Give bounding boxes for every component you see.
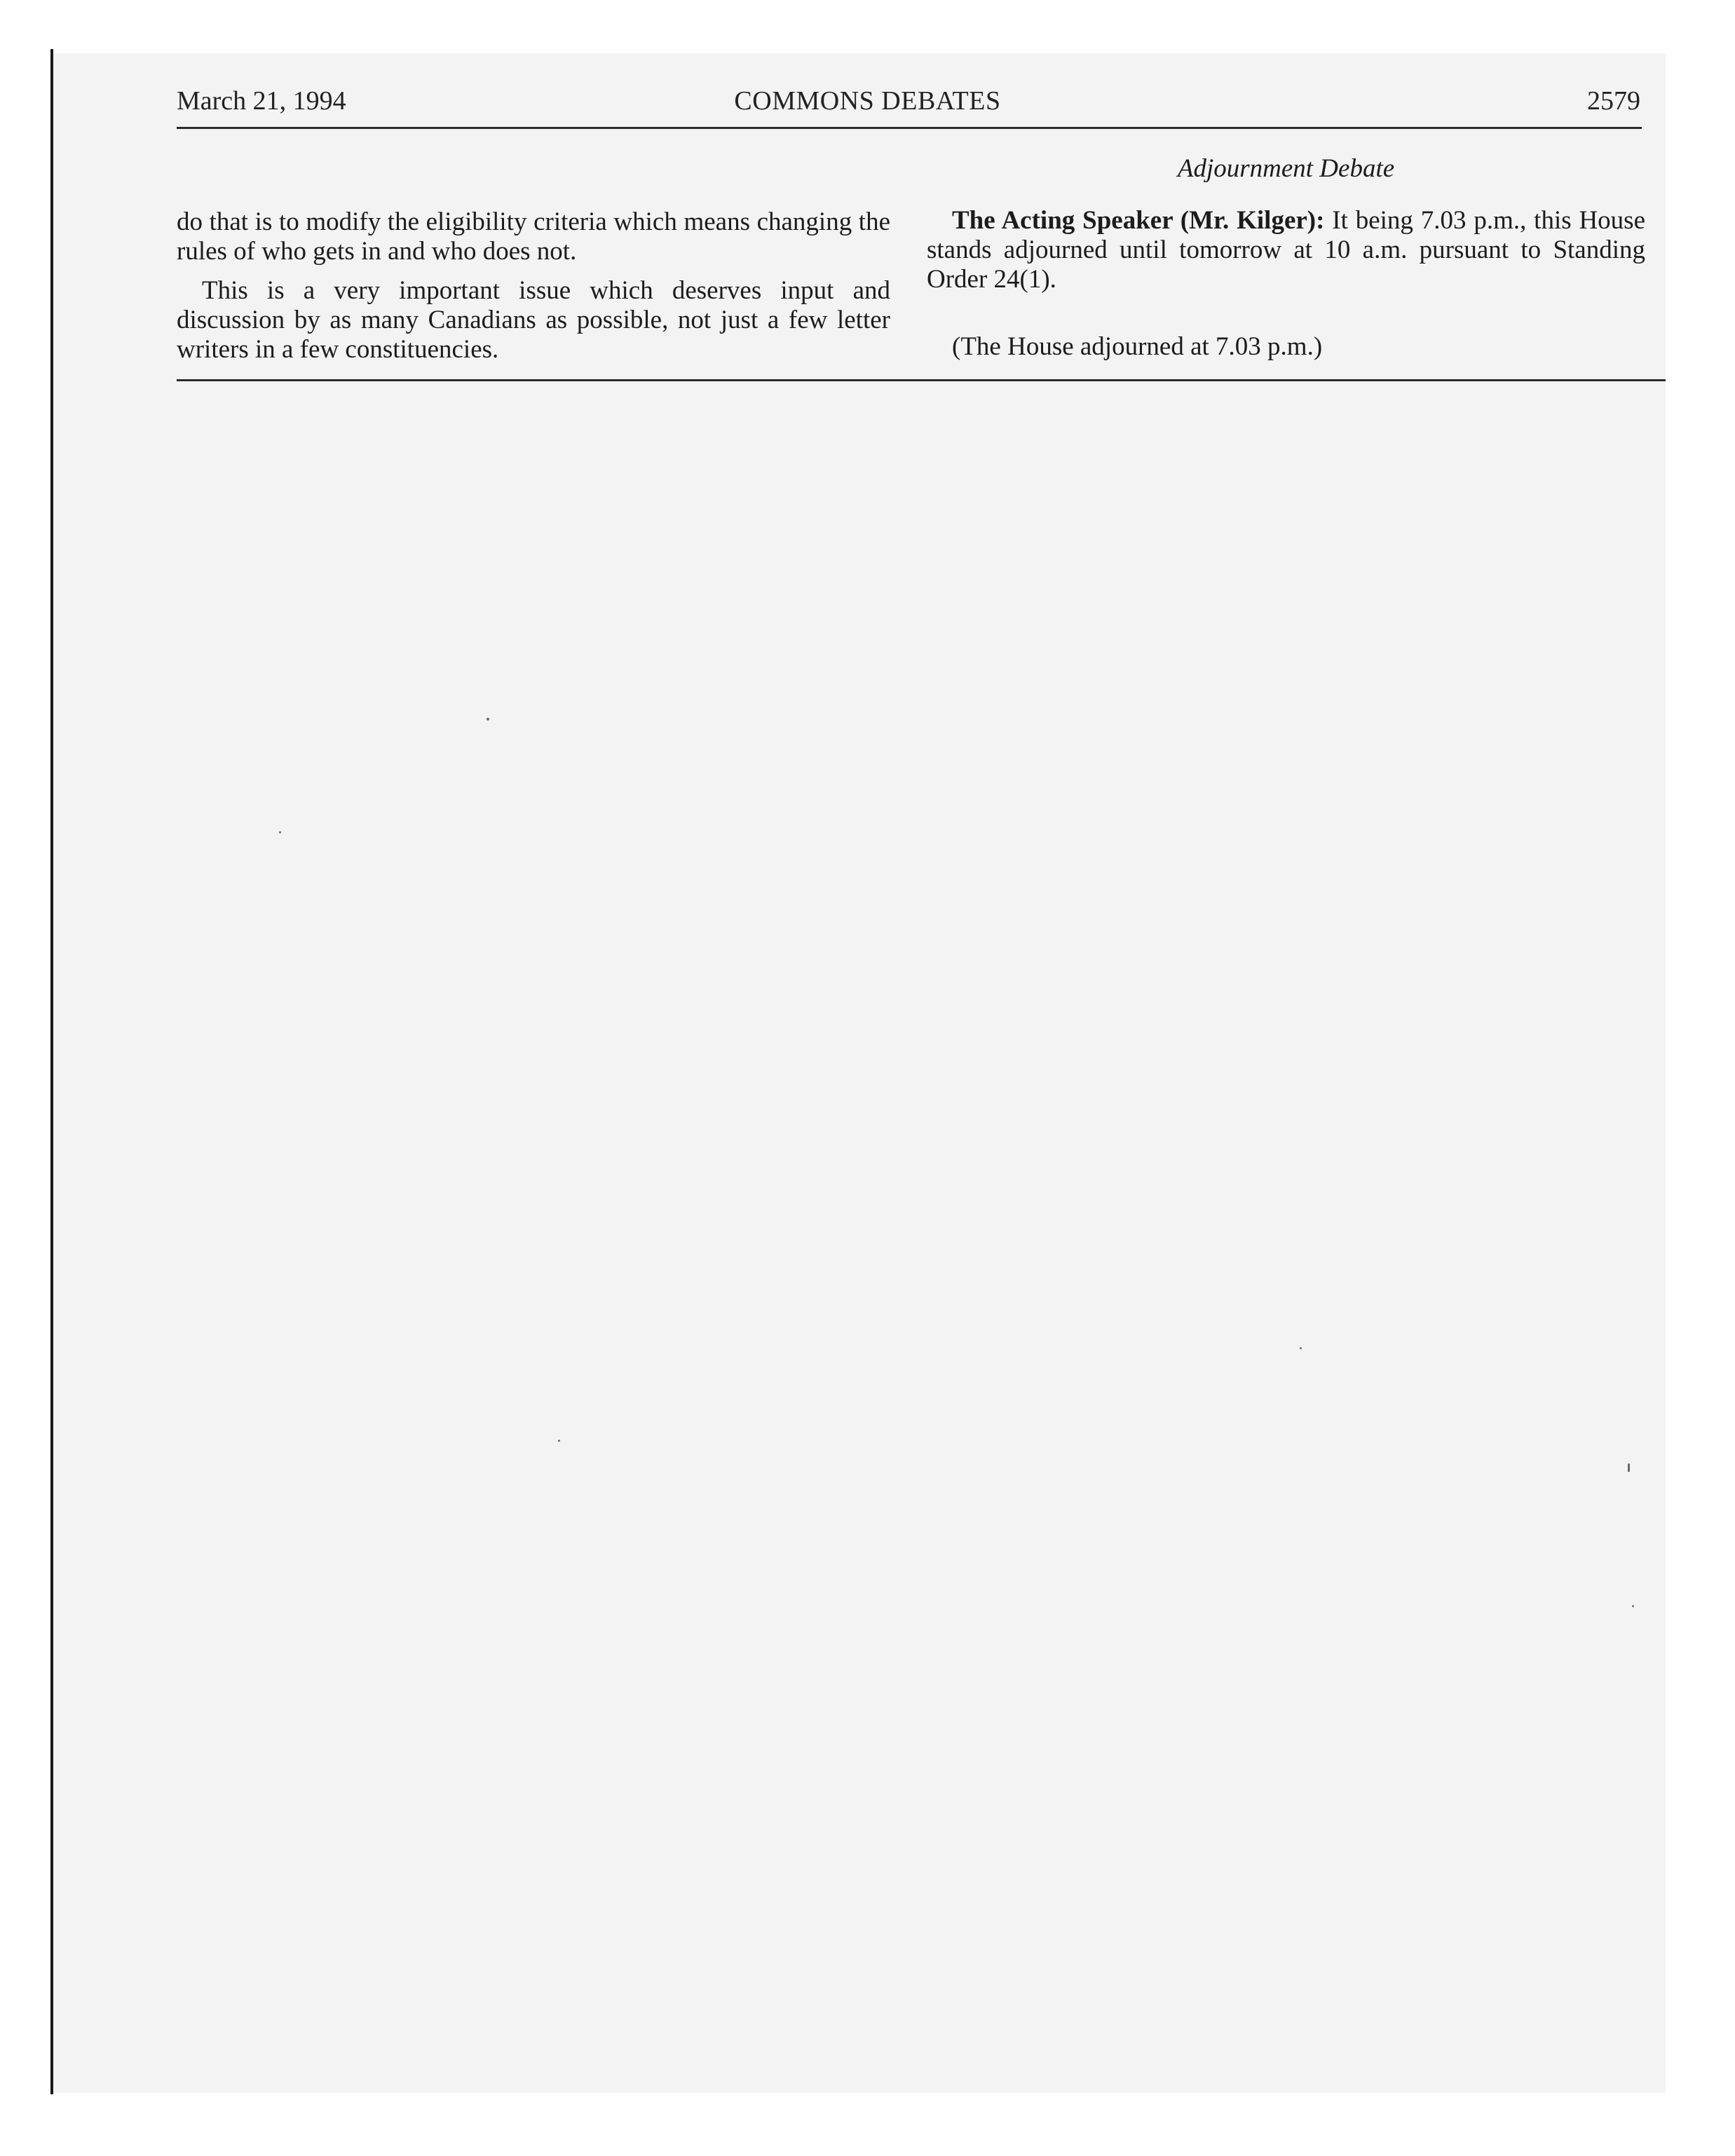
speech-text: It being 7.03 p.m., this House stands adjourned until tomorrow at 10 a.m. pursuant to Standing Order 24(1).	[927, 206, 1645, 294]
scan-speck	[1632, 1605, 1634, 1607]
speaker-name: The Acting Speaker (Mr. Kilger):	[952, 206, 1325, 235]
paragraph: do that is to modify the eligibility criteria which means changing the rules of who gets in and who does not.	[177, 207, 890, 266]
adjournment-note: (The House adjourned at 7.03 p.m.)	[952, 332, 1323, 361]
scan-speck	[1300, 1347, 1302, 1349]
paragraph: This is a very important issue which deserves input and discussion by as many Canadians as possible, not just a few letter writers in a few constituencies.	[177, 276, 890, 364]
section-end-rule	[177, 379, 1666, 381]
scan-speck	[279, 831, 281, 833]
scan-speck	[487, 718, 489, 721]
right-column	[927, 154, 1645, 362]
header-rule	[177, 127, 1642, 129]
page-number: 2579	[1587, 86, 1640, 116]
scan-speck	[1628, 1464, 1630, 1472]
header-publication: COMMONS DEBATES	[734, 86, 1001, 116]
header-date: March 21, 1994	[177, 86, 346, 116]
left-column	[177, 207, 890, 364]
section-heading: Adjournment Debate	[1177, 154, 1395, 183]
scan-speck	[558, 1440, 560, 1442]
speech-paragraph	[927, 206, 1645, 294]
binding-edge	[50, 49, 53, 2094]
